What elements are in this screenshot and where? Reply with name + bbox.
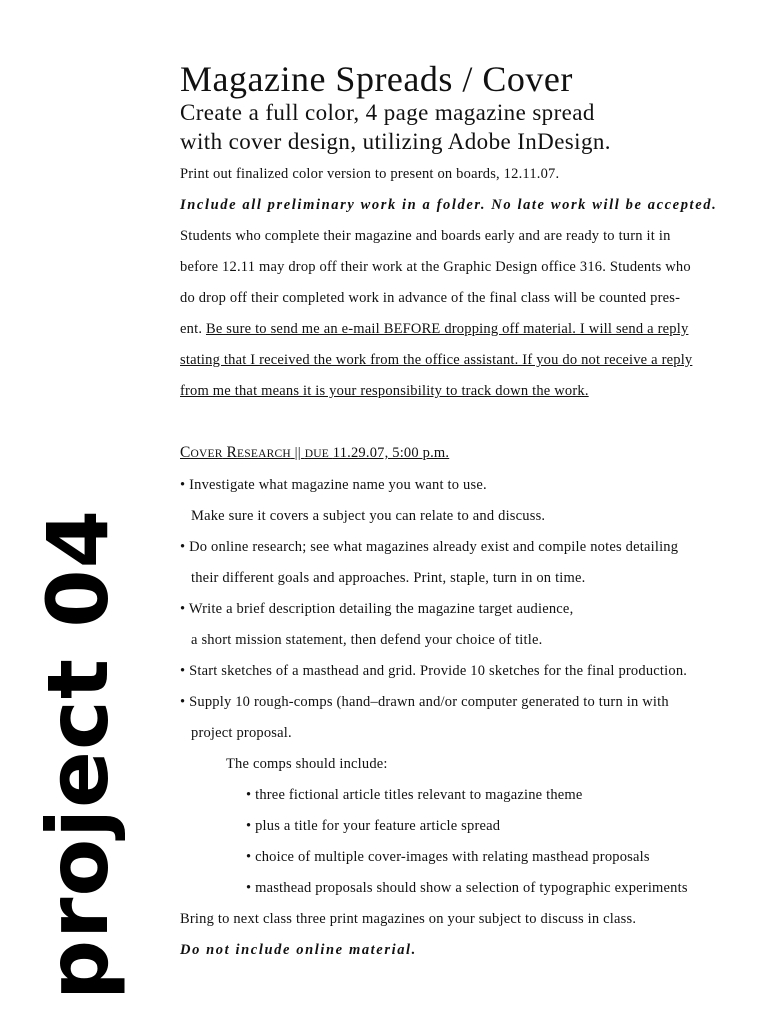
bullet-3-line-2: a short mission statement, then defend your choice of title. (191, 632, 543, 648)
paragraph-line-4 (180, 321, 688, 338)
bullet-2-line-2: their different goals and approaches. Print, staple, turn in on time. (191, 570, 586, 586)
heading-due: DUE (304, 448, 329, 460)
paragraph-line-6: from me that means it is your responsibility to track down the work. (180, 383, 589, 399)
no-online-material-note: Do not include online material. (180, 942, 417, 958)
page-title: Magazine Spreads / Cover (180, 59, 573, 99)
paragraph-line-1: Students who complete their magazine and boards early and are ready to turn it in (180, 228, 671, 244)
include-prelim-note: Include all preliminary work in a folder. No late work will be accepted. (180, 197, 718, 213)
paragraph-line-4-plain: ent. (180, 321, 206, 337)
paragraph-line-4-underlined: Be sure to send me an e-mail BEFORE dropping off material. I will send a reply (205, 321, 689, 337)
comps-item-2: • plus a title for your feature article spread (246, 818, 501, 834)
heading-letter-c: C (180, 444, 191, 461)
comps-item-3: • choice of multiple cover-images with relating masthead proposals (246, 849, 650, 865)
bullet-3-line-1: • Write a brief description detailing the magazine target audience, (180, 601, 574, 617)
paragraph-line-3: do drop off their completed work in advance of the final class will be counted pres- (180, 290, 681, 306)
paragraph-line-2: before 12.11 may drop off their work at the Graphic Design office 316. Students who (180, 259, 691, 275)
bullet-1-line-2: Make sure it covers a subject you can relate to and discuss. (191, 508, 546, 524)
paragraph-line-5: stating that I received the work from the office assistant. If you do not receive a reply (180, 352, 693, 368)
bullet-1-line-1: • Investigate what magazine name you want to use. (180, 477, 487, 493)
bring-magazines-note: Bring to next class three print magazines on your subject to discuss in class. (180, 911, 637, 927)
comps-item-4: • masthead proposals should show a selection of typographic experiments (246, 880, 688, 896)
comps-item-1: • three fictional article titles relevant to magazine theme (246, 787, 583, 803)
heading-date: 11.29.07, 5:00 p.m. (332, 445, 450, 461)
subtitle-line-2: with cover design, utilizing Adobe InDesign. (180, 129, 611, 154)
heading-letter-r: R (226, 444, 238, 461)
heading-esearch: ESEARCH (237, 448, 291, 460)
bullet-5-line-1: • Supply 10 rough-comps (hand–drawn and/or computer generated to turn in with (180, 694, 669, 710)
section-heading-cover-research (180, 444, 449, 462)
subtitle-line-1: Create a full color, 4 page magazine spread (180, 100, 595, 125)
comps-intro: The comps should include: (226, 756, 388, 772)
bullet-4-line-1: • Start sketches of a masthead and grid. Provide 10 sketches for the final production. (180, 663, 688, 679)
bullet-5-line-2: project proposal. (191, 725, 292, 741)
heading-separator: || (294, 445, 301, 461)
side-title-project-04: project 04 (29, 508, 127, 1000)
bullet-2-line-1: • Do online research; see what magazines already exist and compile notes detailing (180, 539, 679, 555)
heading-over: OVER (190, 448, 223, 460)
print-out-note: Print out finalized color version to present on boards, 12.11.07. (180, 166, 560, 182)
